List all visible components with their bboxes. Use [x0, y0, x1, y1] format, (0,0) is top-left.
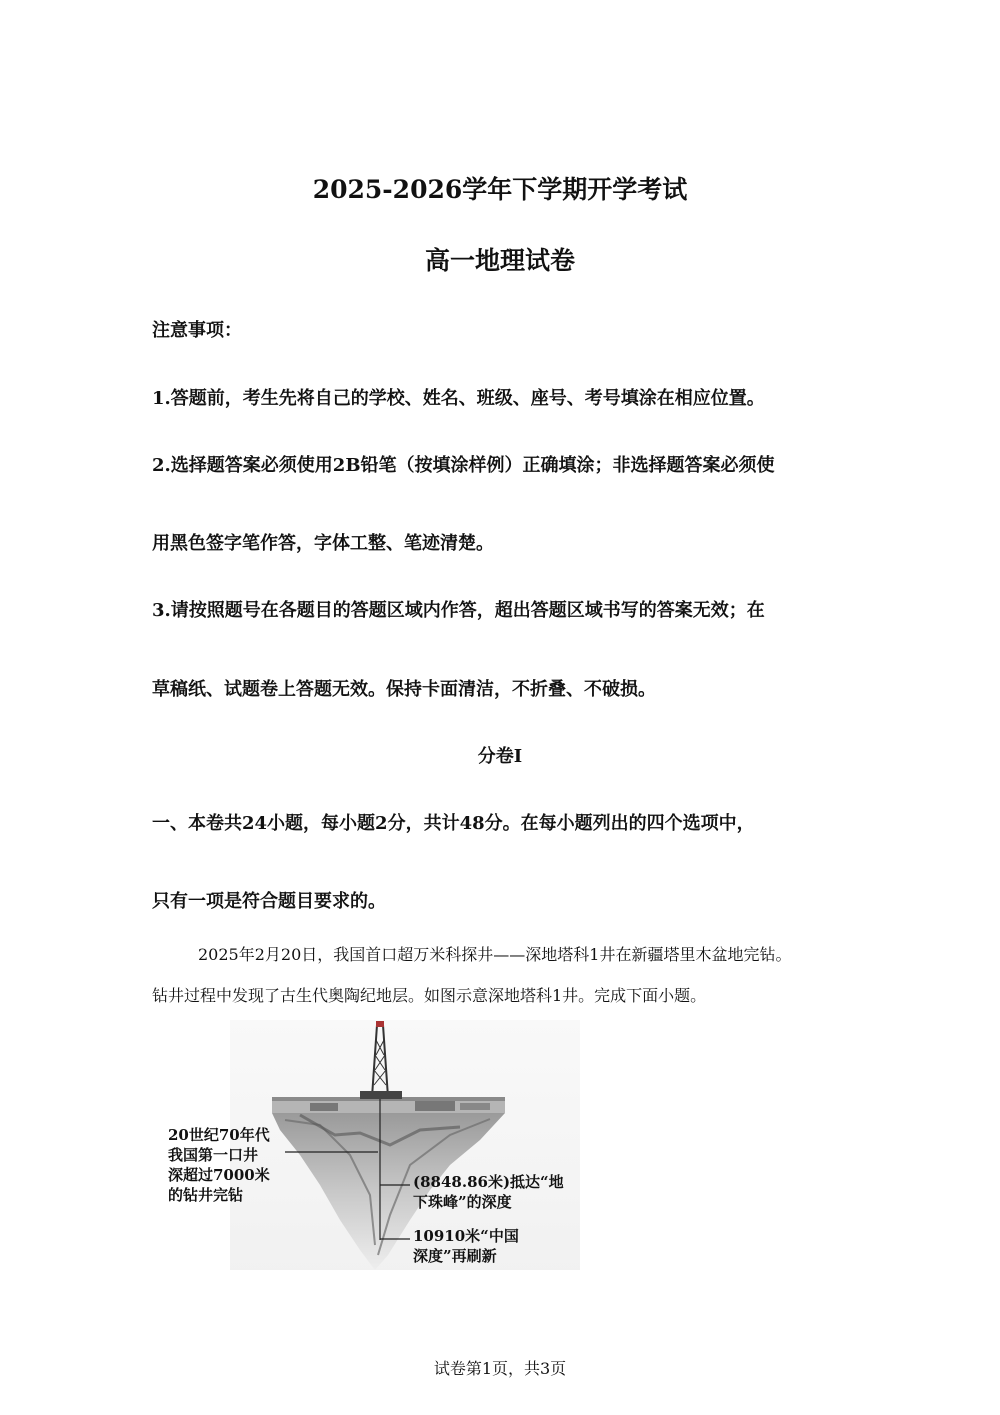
question-intro-line-1: 2025年2月20日，我国首口超万米科探井——深地塔科1井在新疆塔里木盆地完钻。: [198, 945, 792, 964]
drilling-well-figure: [160, 1015, 590, 1280]
section-instruction-line-2: 只有一项是符合题目要求的。: [152, 891, 386, 912]
label-first-well: 20世纪70年代 我国第一口井 深超过7000米 的钻井完钻: [168, 1126, 270, 1204]
notice-heading: 注意事项：: [152, 320, 242, 341]
label-everest-depth: (8848.86米)抵达“地 下珠峰”的深度: [413, 1173, 564, 1211]
notice-item-2-line-1: 2.选择题答案必须使用2B铅笔（按填涂样例）正确填涂；非选择题答案必须使: [152, 455, 775, 476]
notice-item-2-line-2: 用黑色签字笔作答，字体工整、笔迹清楚。: [152, 533, 494, 554]
page-footer: 试卷第1页，共3页: [433, 1359, 567, 1378]
notice-item-3-line-2: 草稿纸、试题卷上答题无效。保持卡面清洁，不折叠、不破损。: [152, 679, 656, 700]
section-title: 分卷I: [477, 746, 523, 767]
exam-title: 2025-2026学年下学期开学考试: [312, 175, 688, 204]
question-intro-line-2: 钻井过程中发现了古生代奥陶纪地层。如图示意深地塔科1井。完成下面小题。: [152, 986, 707, 1005]
exam-subtitle: 高一地理试卷: [424, 246, 575, 275]
section-instruction-line-1: 一、本卷共24小题，每小题2分，共计48分。在每小题列出的四个选项中，: [152, 813, 755, 834]
notice-item-3-line-1: 3.请按照题号在各题目的答题区域内作答，超出答题区域书写的答案无效；在: [152, 600, 765, 621]
label-china-depth: 10910米“中国 深度”再刷新: [413, 1227, 519, 1265]
notice-item-1: 1.答题前，考生先将自己的学校、姓名、班级、座号、考号填涂在相应位置。: [152, 388, 765, 409]
